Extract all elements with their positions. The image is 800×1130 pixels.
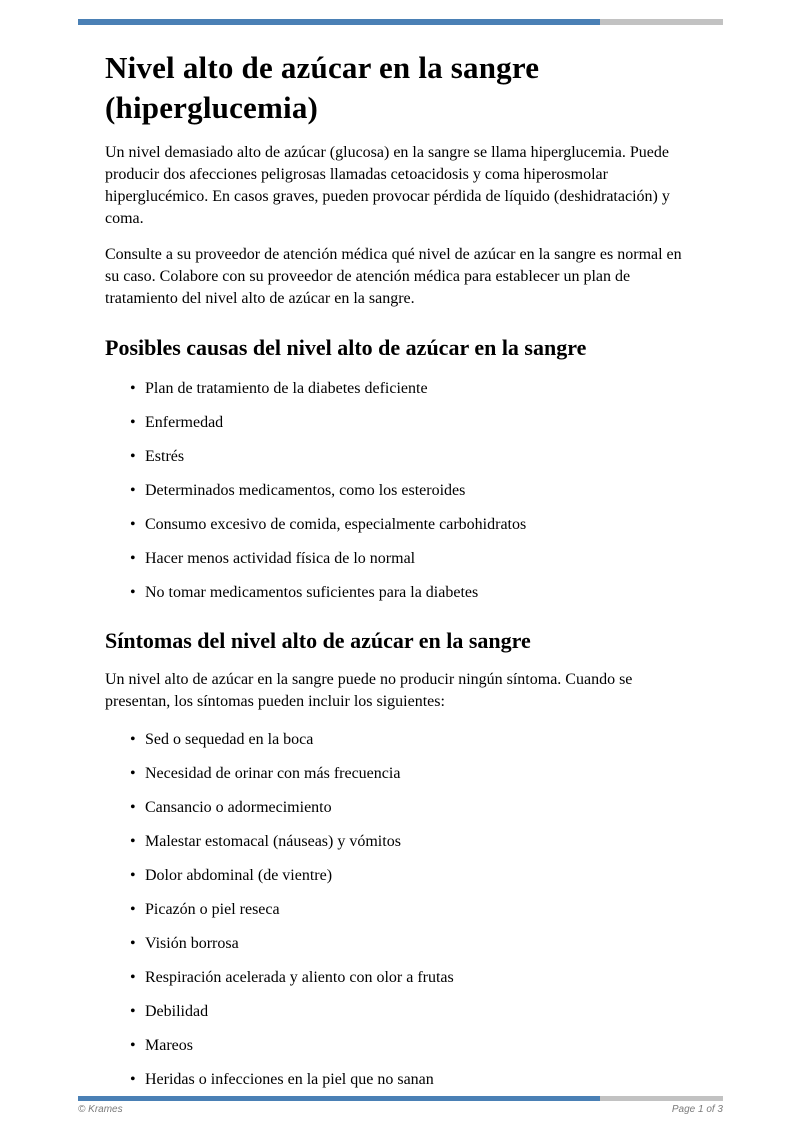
list-item: • Consumo excesivo de comida, especialmente carbohidratos <box>130 514 697 535</box>
top-divider-blue-segment <box>78 19 600 25</box>
list-item: • Cansancio o adormecimiento <box>130 797 697 818</box>
footer-divider-gray-segment <box>600 1096 723 1101</box>
footer-page-indicator: Page 1 of 3 <box>671 1104 723 1115</box>
symptoms-section-heading: Síntomas del nivel alto de azúcar en la sangre <box>105 628 531 653</box>
document-body <box>105 48 697 1103</box>
document-title: Nivel alto de azúcar en la sangre (hiperglucemia) <box>105 50 540 125</box>
causes-section-heading: Posibles causas del nivel alto de azúcar en la sangre <box>105 335 587 360</box>
top-divider-rule <box>78 19 723 25</box>
intro-paragraph-2: Consulte a su proveedor de atención médica qué nivel de azúcar en la sangre es normal en su caso. Colabore con su proveedor de atención médica para establecer un plan de tratamiento del nivel alto de azúcar en la sangre. <box>105 246 682 307</box>
list-item: • No tomar medicamentos suficientes para la diabetes <box>130 582 697 603</box>
top-divider-gray-segment <box>600 19 723 25</box>
list-item: • Sed o sequedad en la boca <box>130 729 697 750</box>
footer-divider-blue-segment <box>78 1096 600 1101</box>
list-item: • Visión borrosa <box>130 933 697 954</box>
causes-bullet-list <box>105 378 697 603</box>
list-item: • Determinados medicamentos, como los esteroides <box>130 480 697 501</box>
list-item: • Picazón o piel reseca <box>130 899 697 920</box>
list-item: • Estrés <box>130 446 697 467</box>
intro-paragraph-1: Un nivel demasiado alto de azúcar (glucosa) en la sangre se llama hiperglucemia. Puede producir dos afecciones peligrosas llamadas cetoacidosis y coma hiperosmolar hiperglucémico. En casos graves, pueden provocar pérdida de líquido (deshidratación) y coma. <box>105 144 670 227</box>
page-footer <box>78 1096 723 1115</box>
list-item: • Dolor abdominal (de vientre) <box>130 865 697 886</box>
symptoms-bullet-list <box>105 729 697 1090</box>
list-item: • Mareos <box>130 1035 697 1056</box>
list-item: • Enfermedad <box>130 412 697 433</box>
list-item: • Heridas o infecciones en la piel que no sanan <box>130 1069 697 1090</box>
list-item: • Hacer menos actividad física de lo normal <box>130 548 697 569</box>
symptoms-intro-paragraph: Un nivel alto de azúcar en la sangre puede no producir ningún síntoma. Cuando se presentan, los síntomas pueden incluir los siguientes: <box>105 671 633 710</box>
list-item: • Necesidad de orinar con más frecuencia <box>130 763 697 784</box>
footer-copyright: © Krames <box>78 1104 123 1115</box>
footer-text-row <box>78 1104 723 1115</box>
list-item: • Respiración acelerada y aliento con olor a frutas <box>130 967 697 988</box>
list-item: • Debilidad <box>130 1001 697 1022</box>
list-item: • Plan de tratamiento de la diabetes deficiente <box>130 378 697 399</box>
footer-divider-rule <box>78 1096 723 1101</box>
list-item: • Malestar estomacal (náuseas) y vómitos <box>130 831 697 852</box>
